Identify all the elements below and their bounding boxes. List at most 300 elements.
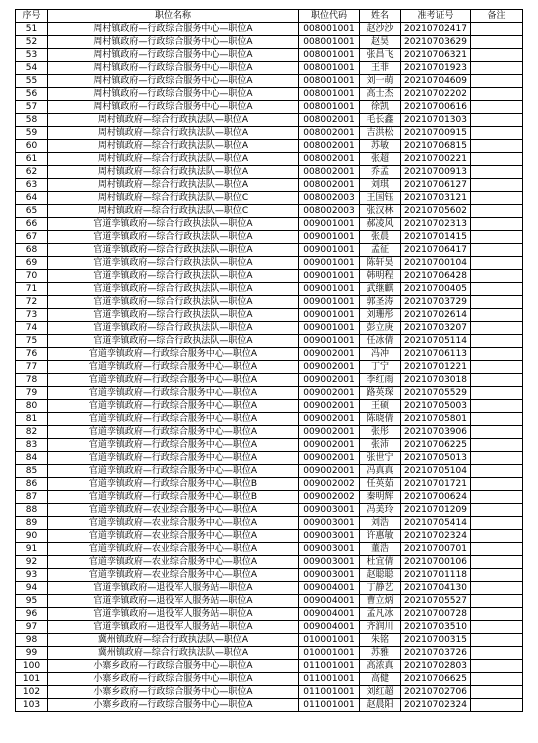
- cell-person-name: 赵聪聪: [360, 569, 401, 582]
- cell-person-name: 武继麒: [360, 283, 401, 296]
- table-row: [16, 556, 523, 569]
- table-row: [16, 686, 523, 699]
- cell-remarks: [471, 673, 523, 686]
- cell-exam-number: 20210706625: [401, 673, 471, 686]
- cell-person-name: 朱铭: [360, 634, 401, 647]
- cell-person-name: 任冰倩: [360, 335, 401, 348]
- cell-seq: 55: [16, 75, 48, 88]
- table-row: [16, 218, 523, 231]
- cell-remarks: [471, 491, 523, 504]
- cell-position-name: 官道孪镇政府—农业综合服务中心—职位A: [48, 517, 299, 530]
- cell-position-name: 周村镇政府—综合行政执法队—职位A: [48, 140, 299, 153]
- cell-remarks: [471, 517, 523, 530]
- cell-seq: 65: [16, 205, 48, 218]
- cell-person-name: 齐润川: [360, 621, 401, 634]
- cell-position-name: 周村镇政府—综合行政执法队—职位A: [48, 179, 299, 192]
- table-row: [16, 634, 523, 647]
- table-header-row: [16, 10, 523, 23]
- cell-position-name: 官道孪镇政府—退役军人服务站—职位A: [48, 595, 299, 608]
- cell-seq: 100: [16, 660, 48, 673]
- cell-position-code: 009004001: [299, 595, 360, 608]
- cell-person-name: 郭圣涛: [360, 296, 401, 309]
- cell-position-code: 008002001: [299, 140, 360, 153]
- cell-position-name: 周村镇政府—综合行政执法队—职位C: [48, 205, 299, 218]
- cell-seq: 78: [16, 374, 48, 387]
- cell-exam-number: 20210702803: [401, 660, 471, 673]
- cell-position-code: 008001001: [299, 36, 360, 49]
- cell-person-name: 乔孟: [360, 166, 401, 179]
- cell-position-code: 011001001: [299, 686, 360, 699]
- cell-seq: 80: [16, 400, 48, 413]
- cell-person-name: 任英茹: [360, 478, 401, 491]
- cell-person-name: 刘浩: [360, 517, 401, 530]
- cell-exam-number: 20210700701: [401, 543, 471, 556]
- cell-seq: 60: [16, 140, 48, 153]
- cell-position-name: 官道孪镇政府—农业综合服务中心—职位A: [48, 543, 299, 556]
- cell-seq: 68: [16, 244, 48, 257]
- cell-position-code: 011001001: [299, 699, 360, 712]
- cell-remarks: [471, 114, 523, 127]
- cell-position-name: 官道孪镇政府—农业综合服务中心—职位A: [48, 530, 299, 543]
- cell-position-code: 009002001: [299, 465, 360, 478]
- cell-remarks: [471, 660, 523, 673]
- cell-person-name: 李红雨: [360, 374, 401, 387]
- cell-remarks: [471, 569, 523, 582]
- cell-seq: 51: [16, 23, 48, 36]
- cell-seq: 52: [16, 36, 48, 49]
- cell-position-code: 009004001: [299, 608, 360, 621]
- table-row: [16, 465, 523, 478]
- cell-seq: 83: [16, 439, 48, 452]
- cell-position-code: 009001001: [299, 231, 360, 244]
- cell-remarks: [471, 166, 523, 179]
- cell-person-name: 王菲: [360, 62, 401, 75]
- table-row: [16, 543, 523, 556]
- cell-remarks: [471, 634, 523, 647]
- cell-exam-number: 20210700315: [401, 634, 471, 647]
- cell-position-name: 官道孪镇政府—综合行政执法队—职位A: [48, 322, 299, 335]
- cell-person-name: 刘红超: [360, 686, 401, 699]
- cell-remarks: [471, 699, 523, 712]
- cell-position-name: 官道孪镇政府—行政综合服务中心—职位A: [48, 400, 299, 413]
- cell-remarks: [471, 205, 523, 218]
- cell-person-name: 苏敏: [360, 140, 401, 153]
- cell-exam-number: 20210701209: [401, 504, 471, 517]
- cell-position-code: 009002001: [299, 439, 360, 452]
- cell-remarks: [471, 218, 523, 231]
- cell-exam-number: 20210700913: [401, 166, 471, 179]
- cell-position-name: 周村镇政府—行政综合服务中心—职位A: [48, 23, 299, 36]
- cell-position-code: 008002001: [299, 166, 360, 179]
- cell-exam-number: 20210706321: [401, 49, 471, 62]
- cell-exam-number: 20210701118: [401, 569, 471, 582]
- cell-remarks: [471, 387, 523, 400]
- cell-remarks: [471, 452, 523, 465]
- table-row: [16, 140, 523, 153]
- table-row: [16, 75, 523, 88]
- cell-exam-number: 20210703629: [401, 36, 471, 49]
- cell-remarks: [471, 335, 523, 348]
- table-row: [16, 244, 523, 257]
- cell-position-code: 011001001: [299, 660, 360, 673]
- table-row: [16, 374, 523, 387]
- cell-remarks: [471, 101, 523, 114]
- table-row: [16, 504, 523, 517]
- table-row: [16, 452, 523, 465]
- cell-person-name: 张超: [360, 153, 401, 166]
- cell-person-name: 吉洪松: [360, 127, 401, 140]
- table-row: [16, 127, 523, 140]
- cell-seq: 88: [16, 504, 48, 517]
- cell-position-name: 官道孪镇政府—综合行政执法队—职位A: [48, 257, 299, 270]
- cell-exam-number: 20210700104: [401, 257, 471, 270]
- cell-position-name: 周村镇政府—行政综合服务中心—职位A: [48, 36, 299, 49]
- cell-exam-number: 20210700915: [401, 127, 471, 140]
- cell-exam-number: 20210705527: [401, 595, 471, 608]
- cell-seq: 98: [16, 634, 48, 647]
- cell-person-name: 王国钰: [360, 192, 401, 205]
- cell-position-code: 009001001: [299, 244, 360, 257]
- cell-position-name: 小寨乡政府—行政综合服务中心—职位A: [48, 673, 299, 686]
- cell-remarks: [471, 62, 523, 75]
- cell-person-name: 丁宁: [360, 361, 401, 374]
- cell-person-name: 董浩: [360, 543, 401, 556]
- cell-position-name: 官道孪镇政府—行政综合服务中心—职位A: [48, 413, 299, 426]
- cell-position-name: 官道孪镇政府—行政综合服务中心—职位A: [48, 374, 299, 387]
- cell-seq: 59: [16, 127, 48, 140]
- cell-seq: 79: [16, 387, 48, 400]
- cell-remarks: [471, 244, 523, 257]
- cell-seq: 93: [16, 569, 48, 582]
- table-row: [16, 62, 523, 75]
- cell-position-name: 官道孪镇政府—行政综合服务中心—职位A: [48, 452, 299, 465]
- table-row: [16, 478, 523, 491]
- cell-remarks: [471, 595, 523, 608]
- cell-position-name: 小寨乡政府—行政综合服务中心—职位A: [48, 699, 299, 712]
- cell-exam-number: 20210703510: [401, 621, 471, 634]
- cell-position-code: 009004001: [299, 621, 360, 634]
- cell-position-name: 官道孪镇政府—综合行政执法队—职位A: [48, 335, 299, 348]
- table-row: [16, 673, 523, 686]
- cell-exam-number: 20210704609: [401, 75, 471, 88]
- cell-exam-number: 20210705114: [401, 335, 471, 348]
- cell-exam-number: 20210705003: [401, 400, 471, 413]
- cell-exam-number: 20210703018: [401, 374, 471, 387]
- cell-exam-number: 20210706417: [401, 244, 471, 257]
- cell-person-name: 彭立庚: [360, 322, 401, 335]
- cell-person-name: 陈轩昊: [360, 257, 401, 270]
- cell-position-name: 官道孪镇政府—综合行政执法队—职位A: [48, 283, 299, 296]
- cell-remarks: [471, 647, 523, 660]
- table-row: [16, 595, 523, 608]
- cell-seq: 90: [16, 530, 48, 543]
- cell-position-code: 008002001: [299, 153, 360, 166]
- header-position-code: 职位代码: [299, 10, 360, 23]
- table-row: [16, 530, 523, 543]
- table-row: [16, 699, 523, 712]
- cell-exam-number: 20210703906: [401, 426, 471, 439]
- cell-person-name: 许惠敏: [360, 530, 401, 543]
- cell-remarks: [471, 348, 523, 361]
- cell-person-name: 刘珊彤: [360, 309, 401, 322]
- cell-seq: 86: [16, 478, 48, 491]
- cell-position-code: 009002001: [299, 413, 360, 426]
- cell-position-code: 009003001: [299, 504, 360, 517]
- cell-exam-number: 20210705013: [401, 452, 471, 465]
- cell-position-code: 008001001: [299, 62, 360, 75]
- cell-position-code: 008001001: [299, 101, 360, 114]
- cell-position-name: 官道孪镇政府—农业综合服务中心—职位A: [48, 569, 299, 582]
- table-row: [16, 348, 523, 361]
- cell-person-name: 张昌飞: [360, 49, 401, 62]
- table-row: [16, 205, 523, 218]
- cell-position-code: 009001001: [299, 218, 360, 231]
- cell-remarks: [471, 686, 523, 699]
- cell-exam-number: 20210702202: [401, 88, 471, 101]
- cell-position-name: 周村镇政府—行政综合服务中心—职位A: [48, 101, 299, 114]
- table-row: [16, 36, 523, 49]
- cell-seq: 84: [16, 452, 48, 465]
- table-row: [16, 231, 523, 244]
- cell-seq: 95: [16, 595, 48, 608]
- cell-remarks: [471, 608, 523, 621]
- cell-position-name: 官道孪镇政府—行政综合服务中心—职位A: [48, 387, 299, 400]
- cell-remarks: [471, 426, 523, 439]
- table-row: [16, 582, 523, 595]
- cell-exam-number: 20210704130: [401, 582, 471, 595]
- cell-position-code: 009002001: [299, 361, 360, 374]
- cell-seq: 85: [16, 465, 48, 478]
- cell-position-name: 冀州镇政府—综合行政执法队—职位A: [48, 634, 299, 647]
- cell-position-name: 官道孪镇政府—退役军人服务站—职位A: [48, 582, 299, 595]
- cell-remarks: [471, 179, 523, 192]
- cell-seq: 92: [16, 556, 48, 569]
- cell-person-name: 冯冲: [360, 348, 401, 361]
- header-remarks: 备注: [471, 10, 523, 23]
- table-row: [16, 413, 523, 426]
- cell-exam-number: 20210700405: [401, 283, 471, 296]
- cell-exam-number: 20210702324: [401, 530, 471, 543]
- cell-position-name: 官道孪镇政府—行政综合服务中心—职位A: [48, 465, 299, 478]
- cell-remarks: [471, 192, 523, 205]
- cell-remarks: [471, 23, 523, 36]
- cell-remarks: [471, 127, 523, 140]
- cell-position-code: 008001001: [299, 75, 360, 88]
- cell-exam-number: 20210700624: [401, 491, 471, 504]
- cell-exam-number: 20210703121: [401, 192, 471, 205]
- cell-position-code: 009001001: [299, 283, 360, 296]
- cell-seq: 101: [16, 673, 48, 686]
- cell-seq: 62: [16, 166, 48, 179]
- cell-person-name: 杜宜倩: [360, 556, 401, 569]
- cell-position-name: 官道孪镇政府—综合行政执法队—职位A: [48, 270, 299, 283]
- cell-person-name: 王硕: [360, 400, 401, 413]
- cell-position-code: 008001001: [299, 49, 360, 62]
- cell-position-name: 周村镇政府—行政综合服务中心—职位A: [48, 88, 299, 101]
- cell-exam-number: 20210701923: [401, 62, 471, 75]
- cell-seq: 99: [16, 647, 48, 660]
- cell-seq: 57: [16, 101, 48, 114]
- cell-remarks: [471, 582, 523, 595]
- table-row: [16, 361, 523, 374]
- cell-position-name: 官道孪镇政府—退役军人服务站—职位A: [48, 621, 299, 634]
- cell-seq: 70: [16, 270, 48, 283]
- cell-position-name: 官道孪镇政府—综合行政执法队—职位A: [48, 218, 299, 231]
- cell-position-code: 009003001: [299, 543, 360, 556]
- table-row: [16, 569, 523, 582]
- cell-seq: 76: [16, 348, 48, 361]
- cell-position-name: 官道孪镇政府—农业综合服务中心—职位A: [48, 504, 299, 517]
- cell-person-name: 冯美玲: [360, 504, 401, 517]
- cell-exam-number: 20210701303: [401, 114, 471, 127]
- cell-position-name: 小寨乡政府—行政综合服务中心—职位A: [48, 660, 299, 673]
- cell-exam-number: 20210701221: [401, 361, 471, 374]
- cell-position-name: 官道孪镇政府—行政综合服务中心—职位A: [48, 426, 299, 439]
- cell-position-code: 009001001: [299, 296, 360, 309]
- cell-exam-number: 20210706815: [401, 140, 471, 153]
- cell-person-name: 苏雅: [360, 647, 401, 660]
- cell-person-name: 孟凡冰: [360, 608, 401, 621]
- cell-exam-number: 20210705104: [401, 465, 471, 478]
- cell-exam-number: 20210702324: [401, 699, 471, 712]
- cell-position-code: 010001001: [299, 647, 360, 660]
- cell-position-code: 009002001: [299, 387, 360, 400]
- cell-remarks: [471, 296, 523, 309]
- header-person-name: 姓名: [360, 10, 401, 23]
- cell-exam-number: 20210700616: [401, 101, 471, 114]
- header-seq: 序号: [16, 10, 48, 23]
- cell-seq: 69: [16, 257, 48, 270]
- table-row: [16, 283, 523, 296]
- cell-person-name: 丁静艺: [360, 582, 401, 595]
- cell-position-name: 小寨乡政府—行政综合服务中心—职位A: [48, 686, 299, 699]
- cell-exam-number: 20210705414: [401, 517, 471, 530]
- cell-person-name: 毛长鑫: [360, 114, 401, 127]
- cell-remarks: [471, 478, 523, 491]
- cell-exam-number: 20210701415: [401, 231, 471, 244]
- cell-position-name: 官道孪镇政府—农业综合服务中心—职位A: [48, 556, 299, 569]
- cell-exam-number: 20210702313: [401, 218, 471, 231]
- cell-person-name: 孟征: [360, 244, 401, 257]
- cell-position-name: 官道孪镇政府—综合行政执法队—职位A: [48, 231, 299, 244]
- cell-position-name: 官道孪镇政府—综合行政执法队—职位A: [48, 296, 299, 309]
- cell-position-code: 008002001: [299, 127, 360, 140]
- cell-seq: 64: [16, 192, 48, 205]
- cell-position-name: 官道孪镇政府—行政综合服务中心—职位A: [48, 361, 299, 374]
- cell-seq: 102: [16, 686, 48, 699]
- cell-exam-number: 20210705602: [401, 205, 471, 218]
- cell-position-name: 官道孪镇政府—行政综合服务中心—职位B: [48, 478, 299, 491]
- cell-remarks: [471, 530, 523, 543]
- cell-position-code: 009001001: [299, 270, 360, 283]
- cell-remarks: [471, 270, 523, 283]
- cell-person-name: 刘一萌: [360, 75, 401, 88]
- cell-position-code: 009001001: [299, 322, 360, 335]
- table-row: [16, 491, 523, 504]
- cell-exam-number: 20210705801: [401, 413, 471, 426]
- cell-position-code: 009002002: [299, 478, 360, 491]
- cell-exam-number: 20210706113: [401, 348, 471, 361]
- cell-remarks: [471, 374, 523, 387]
- cell-person-name: 赵昊: [360, 36, 401, 49]
- table-row: [16, 114, 523, 127]
- cell-position-code: 009003001: [299, 530, 360, 543]
- cell-person-name: 陈晓倩: [360, 413, 401, 426]
- cell-exam-number: 20210702706: [401, 686, 471, 699]
- cell-exam-number: 20210700106: [401, 556, 471, 569]
- cell-person-name: 张晨: [360, 231, 401, 244]
- table-row: [16, 309, 523, 322]
- cell-person-name: 徐凯: [360, 101, 401, 114]
- cell-person-name: 张彤: [360, 426, 401, 439]
- table-row: [16, 23, 523, 36]
- cell-exam-number: 20210706127: [401, 179, 471, 192]
- cell-seq: 71: [16, 283, 48, 296]
- cell-remarks: [471, 556, 523, 569]
- table-row: [16, 621, 523, 634]
- cell-exam-number: 20210703207: [401, 322, 471, 335]
- cell-position-name: 周村镇政府—行政综合服务中心—职位A: [48, 49, 299, 62]
- table-row: [16, 296, 523, 309]
- cell-remarks: [471, 140, 523, 153]
- cell-seq: 94: [16, 582, 48, 595]
- cell-position-code: 009001001: [299, 309, 360, 322]
- cell-seq: 63: [16, 179, 48, 192]
- cell-seq: 67: [16, 231, 48, 244]
- cell-seq: 53: [16, 49, 48, 62]
- cell-seq: 89: [16, 517, 48, 530]
- cell-seq: 91: [16, 543, 48, 556]
- cell-position-code: 008002003: [299, 192, 360, 205]
- cell-position-code: 010001001: [299, 634, 360, 647]
- cell-remarks: [471, 75, 523, 88]
- header-position-name: 职位名称: [48, 10, 299, 23]
- cell-position-code: 008002003: [299, 205, 360, 218]
- cell-position-code: 009004001: [299, 582, 360, 595]
- cell-exam-number: 20210703726: [401, 647, 471, 660]
- table-row: [16, 517, 523, 530]
- cell-person-name: 曹立炳: [360, 595, 401, 608]
- cell-position-code: 009002001: [299, 348, 360, 361]
- cell-remarks: [471, 153, 523, 166]
- table-row: [16, 387, 523, 400]
- cell-person-name: 张世宁: [360, 452, 401, 465]
- cell-seq: 56: [16, 88, 48, 101]
- cell-position-name: 周村镇政府—综合行政执法队—职位A: [48, 114, 299, 127]
- cell-seq: 77: [16, 361, 48, 374]
- cell-position-code: 009002001: [299, 426, 360, 439]
- cell-remarks: [471, 257, 523, 270]
- cell-seq: 82: [16, 426, 48, 439]
- table-row: [16, 608, 523, 621]
- cell-person-name: 高健: [360, 673, 401, 686]
- table-row: [16, 153, 523, 166]
- cell-position-code: 008001001: [299, 88, 360, 101]
- table-row: [16, 101, 523, 114]
- cell-person-name: 韩明程: [360, 270, 401, 283]
- cell-remarks: [471, 231, 523, 244]
- table-row: [16, 257, 523, 270]
- cell-remarks: [471, 36, 523, 49]
- cell-seq: 61: [16, 153, 48, 166]
- cell-position-code: 009001001: [299, 257, 360, 270]
- cell-seq: 87: [16, 491, 48, 504]
- cell-remarks: [471, 283, 523, 296]
- table-row: [16, 439, 523, 452]
- table-row: [16, 335, 523, 348]
- candidate-list-sheet: [15, 9, 523, 712]
- cell-position-code: 009002001: [299, 374, 360, 387]
